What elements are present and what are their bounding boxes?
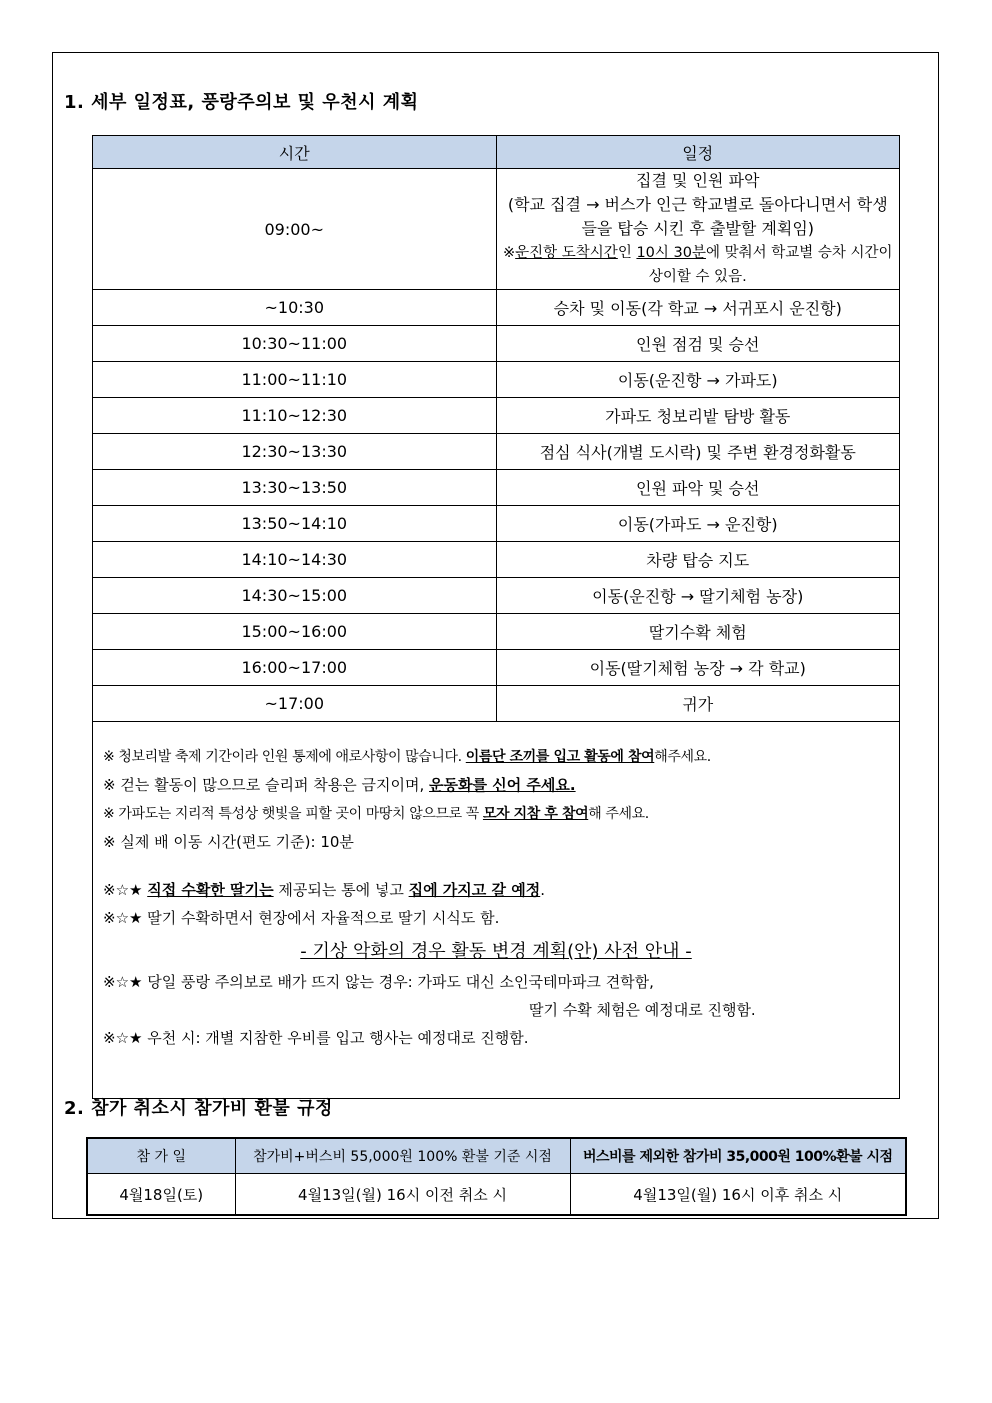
note-4: ※ 실제 배 이동 시간(편도 기준): 10분	[103, 833, 354, 851]
weather-note-1: ※☆★ 당일 풍랑 주의보로 배가 뜨지 않는 경우: 가파도 대신 소인국테마파크 견학함,	[103, 973, 654, 991]
table-row	[93, 542, 900, 578]
refund-after: 4월13일(월) 16시 이후 취소 시	[570, 1174, 906, 1216]
activity-cell: 인원 파악 및 승선	[496, 470, 900, 506]
time-cell: 09:00~	[93, 169, 497, 290]
table-row	[93, 290, 900, 326]
notes-row	[93, 722, 900, 1099]
note-1-post: 해주세요.	[654, 749, 711, 765]
activity-cell: 딸기수확 체험	[496, 614, 900, 650]
refund-date: 4월18일(토)	[87, 1174, 235, 1216]
table-row	[93, 434, 900, 470]
note-5-pre: ※☆★	[103, 881, 148, 899]
note-1-pre: ※ 청보리발 축제 기간이라 인원 통제에 애로사항이 많습니다.	[103, 749, 466, 765]
note-1	[103, 742, 889, 771]
refund-before: 4월13일(월) 16시 이전 취소 시	[235, 1174, 570, 1216]
note-3-post: 해 주세요.	[588, 806, 649, 822]
activity-cell: 점심 식사(개별 도시락) 및 주변 환경정화활동	[496, 434, 900, 470]
first-row-line1: 집결 및 인원 파악	[636, 171, 760, 190]
schedule-header-row	[93, 136, 900, 169]
time-cell: 15:00~16:00	[93, 614, 497, 650]
notes-cell	[93, 722, 900, 1099]
first-row-line2: (학교 집결 → 버스가 인근 학교별로 돌아다니면서 학생들을 탑승 시킨 후 출발할 계획임)	[507, 195, 888, 238]
refund-header-after: 버스비를 제외한 참가비 35,000원 100%환불 시점	[570, 1138, 906, 1174]
table-row	[93, 326, 900, 362]
weather-note-1b: 딸기 수확 체험은 예정대로 진행함.	[529, 1001, 756, 1019]
table-row	[93, 398, 900, 434]
note-2-emphasis: 운동화를 신어 주세요.	[429, 776, 576, 794]
note-5-mid: 제공되는 통에 넣고	[273, 881, 409, 899]
time-cell: 12:30~13:30	[93, 434, 497, 470]
activity-cell	[496, 169, 900, 290]
time-cell: 14:10~14:30	[93, 542, 497, 578]
note-mid: 인	[617, 245, 637, 261]
note-5-post: .	[540, 881, 545, 899]
activity-cell: 이동(딸기체험 농장 → 각 학교)	[496, 650, 900, 686]
table-row	[93, 650, 900, 686]
time-cell: ~17:00	[93, 686, 497, 722]
note-6: ※☆★ 딸기 수확하면서 현장에서 자율적으로 딸기 시식도 함.	[103, 909, 500, 927]
activity-cell: 차량 탑승 지도	[496, 542, 900, 578]
table-row	[93, 578, 900, 614]
table-row	[93, 169, 900, 290]
section2-title: 2. 참가 취소시 참가비 환불 규정	[64, 1098, 333, 1119]
time-cell: 14:30~15:00	[93, 578, 497, 614]
time-cell: 11:00~11:10	[93, 362, 497, 398]
table-row	[93, 614, 900, 650]
note-3-emphasis: 모자 지참 후 참여	[482, 806, 589, 822]
note-mark: ※	[502, 245, 516, 261]
refund-table	[86, 1137, 907, 1216]
activity-cell: 승차 및 이동(각 학교 → 서귀포시 운진항)	[496, 290, 900, 326]
time-cell: 11:10~12:30	[93, 398, 497, 434]
time-cell: 13:50~14:10	[93, 506, 497, 542]
table-row	[93, 470, 900, 506]
schedule-table	[92, 135, 900, 1099]
table-row	[93, 686, 900, 722]
table-row	[93, 506, 900, 542]
activity-cell: 이동(운진항 → 딸기체험 농장)	[496, 578, 900, 614]
weather-plan-title: - 기상 악화의 경우 활동 변경 계획(안) 사전 안내 -	[300, 941, 692, 962]
note-2-pre: ※ 걷는 활동이 많으므로 슬리퍼 착용은 금지이며,	[103, 776, 430, 794]
note-2	[103, 771, 889, 799]
note-rest: 에 맞춰서 학교별 승차 시간이 상이할 수 있음.	[648, 245, 893, 285]
note-underline-arrival: 운진항 도착시간	[515, 245, 618, 261]
note-5-emphasis-2: 집에 가지고 갈 예정	[408, 881, 541, 899]
activity-cell: 인원 점검 및 승선	[496, 326, 900, 362]
refund-row	[87, 1174, 906, 1216]
refund-header-date: 참 가 일	[87, 1138, 235, 1174]
note-5	[103, 876, 889, 904]
note-5-emphasis-1: 직접 수확한 딸기는	[147, 881, 274, 899]
note-3-pre: ※ 가파도는 지리적 특성상 햇빛을 피할 곳이 마땅치 않으므로 꼭	[103, 806, 483, 822]
refund-header-before: 참가비+버스비 55,000원 100% 환불 기준 시점	[235, 1138, 570, 1174]
time-cell: 13:30~13:50	[93, 470, 497, 506]
note-underline-time: 10시 30분	[636, 245, 706, 261]
table-row	[93, 362, 900, 398]
time-cell: 10:30~11:00	[93, 326, 497, 362]
weather-note-2: ※☆★ 우천 시: 개별 지참한 우비를 입고 행사는 예정대로 진행함.	[103, 1029, 529, 1047]
activity-cell: 귀가	[496, 686, 900, 722]
refund-header-row	[87, 1138, 906, 1174]
section1-title: 1. 세부 일정표, 풍랑주의보 및 우천시 계획	[64, 92, 419, 113]
time-cell: 16:00~17:00	[93, 650, 497, 686]
activity-cell: 이동(운진항 → 가파도)	[496, 362, 900, 398]
time-cell: ~10:30	[93, 290, 497, 326]
header-schedule: 일정	[496, 136, 900, 169]
note-1-emphasis: 이름단 조끼를 입고 활동에 참여	[465, 749, 655, 765]
header-time: 시간	[93, 136, 497, 169]
activity-cell: 이동(가파도 → 운진항)	[496, 506, 900, 542]
note-3	[103, 799, 889, 828]
first-row-note	[503, 241, 894, 289]
activity-cell: 가파도 청보리밭 탐방 활동	[496, 398, 900, 434]
